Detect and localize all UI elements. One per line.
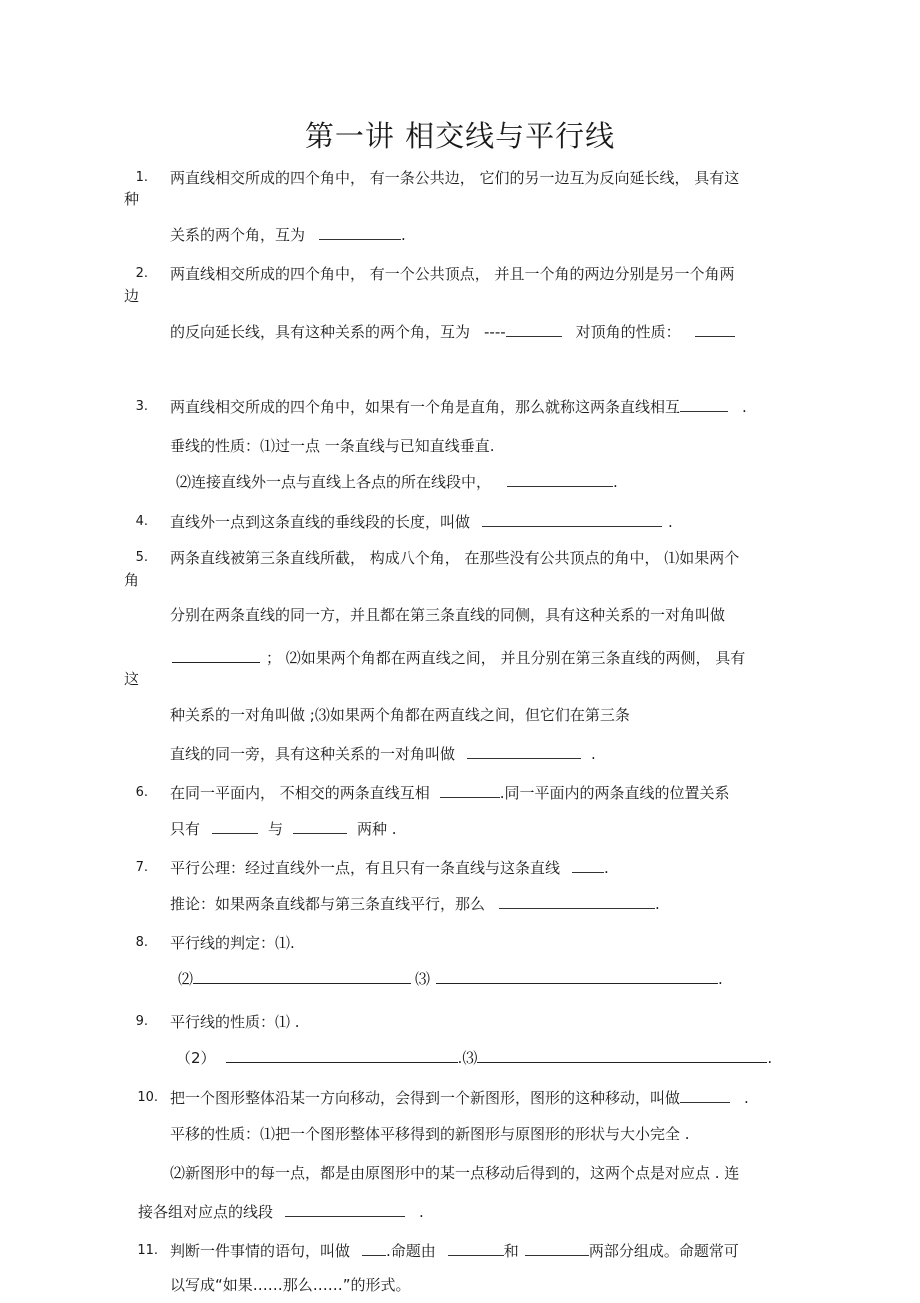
q11-line1 (170, 1241, 739, 1261)
q7-line1 (170, 858, 609, 878)
q4-line1-end: . (668, 513, 673, 531)
q3-blank2 (507, 472, 613, 487)
item-number: 6. (135, 785, 148, 800)
q10-blank2 (285, 1202, 405, 1217)
q2-blank2 (695, 322, 735, 337)
q8-mark3: ⑶ (415, 970, 431, 988)
q9-line2-end: . (767, 1049, 773, 1067)
q7-line2-end: . (655, 895, 660, 913)
q5-line2: 分别在两条直线的同一方，并且都在第三条直线的同侧，具有这种关系的一对角叫做 (170, 606, 726, 624)
q8-mark2: ⑵ (178, 970, 194, 988)
q1-line2-text: 关系的两个角，互为 (170, 226, 306, 244)
q8-line2 (178, 969, 723, 989)
q5-line1: 两条直线被第三条直线所截， 构成八个角， 在那些没有公共顶点的角中， ⑴如果两个 (170, 549, 740, 567)
q11-blank1 (362, 1241, 386, 1256)
item-number: 8. (135, 935, 148, 950)
q8-line1: 平行线的判定：⑴. (170, 934, 295, 952)
q11-blank2 (448, 1241, 504, 1256)
q11-line1-end: 两部分组成。命题常可 (588, 1242, 739, 1260)
q1-line2 (170, 225, 406, 245)
item-number: 7. (135, 860, 148, 875)
q1-line2-end: . (401, 226, 406, 244)
q8-blank1 (193, 969, 411, 984)
q6-line1-cont: .同一平面内的两条直线的位置关系 (499, 784, 730, 802)
q4-line1 (170, 512, 673, 532)
q5-line5-end: . (591, 745, 596, 763)
q3-line3-text: ⑵连接直线外一点与直线上各点的所在线段中， (176, 473, 492, 491)
q5-blank2 (467, 744, 581, 759)
q10-blank1 (680, 1088, 730, 1103)
q6-blank3 (293, 819, 347, 834)
q6-line1 (170, 783, 730, 803)
q7-line1-end: . (604, 859, 609, 877)
q3-line1 (170, 397, 747, 417)
q3-line1-end: . (742, 398, 747, 416)
q9-line2 (176, 1048, 772, 1068)
q3-blank1 (680, 397, 728, 412)
q6-line2 (170, 819, 397, 839)
q2-dashes: ---- (484, 323, 506, 341)
q2-blank1 (506, 322, 562, 337)
q8-blank2 (436, 969, 718, 984)
q6-blank1 (440, 783, 500, 798)
q2-property: 对顶角的性质： (575, 323, 681, 341)
q9-mark3: .⑶ (457, 1049, 478, 1067)
q2-line2 (170, 322, 735, 342)
q6-and: 与 (268, 820, 284, 838)
q1-blank (319, 225, 401, 240)
item-number: 5. (135, 550, 148, 565)
q1-wrap: 种 (124, 190, 140, 208)
q6-line1-text: 在同一平面内， 不相交的两条直线互相 (170, 784, 430, 802)
q2-wrap: 边 (124, 287, 140, 305)
q10-line4-end: . (419, 1203, 424, 1221)
q7-line1-text: 平行公理：经过直线外一点，有且只有一条直线与这条直线 (170, 859, 561, 877)
q5-line5 (170, 744, 596, 764)
q9-blank1 (226, 1048, 458, 1063)
q10-line4-text: 接各组对应点的线段 (138, 1203, 274, 1221)
q10-line3: ⑵新图形中的每一点，都是由原图形中的某一点移动后得到的，这两个点是对应点 . 连 (170, 1164, 740, 1182)
q9-mark2: （2） (176, 1049, 216, 1067)
q10-line2: 平移的性质：⑴把一个图形整体平移得到的新图形与原图形的形状与大小完全 . (170, 1125, 690, 1143)
q7-line2-text: 推论：如果两条直线都与第三条直线平行，那么 (170, 895, 486, 913)
q5-wrap2: 这 (124, 670, 140, 688)
q5-line5-text: 直线的同一旁，具有这种关系的一对角叫做 (170, 745, 456, 763)
q11-proposition: .命题由 (386, 1242, 436, 1260)
q11-and: 和 (503, 1242, 519, 1260)
q10-line1 (170, 1088, 749, 1108)
q1-line1: 两直线相交所成的四个角中， 有一条公共边， 它们的另一边互为反向延长线， 具有这 (170, 169, 740, 187)
q5-blank1 (172, 648, 260, 663)
q3-line2: 垂线的性质：⑴过一点 一条直线与已知直线垂直. (170, 437, 495, 455)
q2-line1: 两直线相交所成的四个角中， 有一个公共顶点， 并且一个角的两边分别是另一个角两 (170, 265, 735, 283)
item-number: 10. (137, 1090, 158, 1105)
q11-line1-text: 判断一件事情的语句，叫做 (170, 1242, 351, 1260)
q3-line3 (176, 472, 618, 492)
q7-blank2 (499, 894, 655, 909)
item-number: 11. (137, 1243, 158, 1258)
q5-line3 (172, 648, 745, 668)
q11-line2: 以写成“如果……那么……”的形式。 (170, 1276, 411, 1294)
q10-line1-text: 把一个图形整体沿某一方向移动，会得到一个新图形，图形的这种移动，叫做 (170, 1089, 681, 1107)
q7-line2 (170, 894, 660, 914)
q5-line4: 种关系的一对角叫做 ;⑶如果两个角都在两直线之间，但它们在第三条 (170, 706, 630, 724)
item-number: 3. (135, 399, 148, 414)
item-number: 9. (135, 1014, 148, 1029)
q9-blank2 (477, 1048, 767, 1063)
q11-blank3 (525, 1241, 589, 1256)
q4-blank (482, 512, 662, 527)
q10-line4 (138, 1202, 424, 1222)
item-number: 1. (135, 170, 148, 185)
q6-line2-text: 只有 (170, 820, 201, 838)
q5-wrap1: 角 (124, 571, 140, 589)
q6-line2-end: 两种 . (357, 820, 397, 838)
item-number: 4. (135, 514, 148, 529)
q8-line2-end: . (718, 970, 723, 988)
q10-line1-end: . (744, 1089, 749, 1107)
q4-line1-text: 直线外一点到这条直线的垂线段的长度，叫做 (170, 513, 471, 531)
q3-line1-text: 两直线相交所成的四个角中，如果有一个角是直角，那么就称这两条直线相互 (170, 398, 681, 416)
page-title: 第一讲 相交线与平行线 (304, 119, 616, 153)
q5-line3-text: ； ⑵如果两个角都在两直线之间， 并且分别在第三条直线的两侧， 具有 (266, 649, 746, 667)
q9-line1: 平行线的性质：⑴ . (170, 1013, 300, 1031)
q6-blank2 (212, 819, 258, 834)
item-number: 2. (135, 266, 148, 281)
q2-line2-text: 的反向延长线，具有这种关系的两个角，互为 (170, 323, 471, 341)
q7-blank1 (572, 858, 604, 873)
q3-line3-end: . (613, 473, 618, 491)
